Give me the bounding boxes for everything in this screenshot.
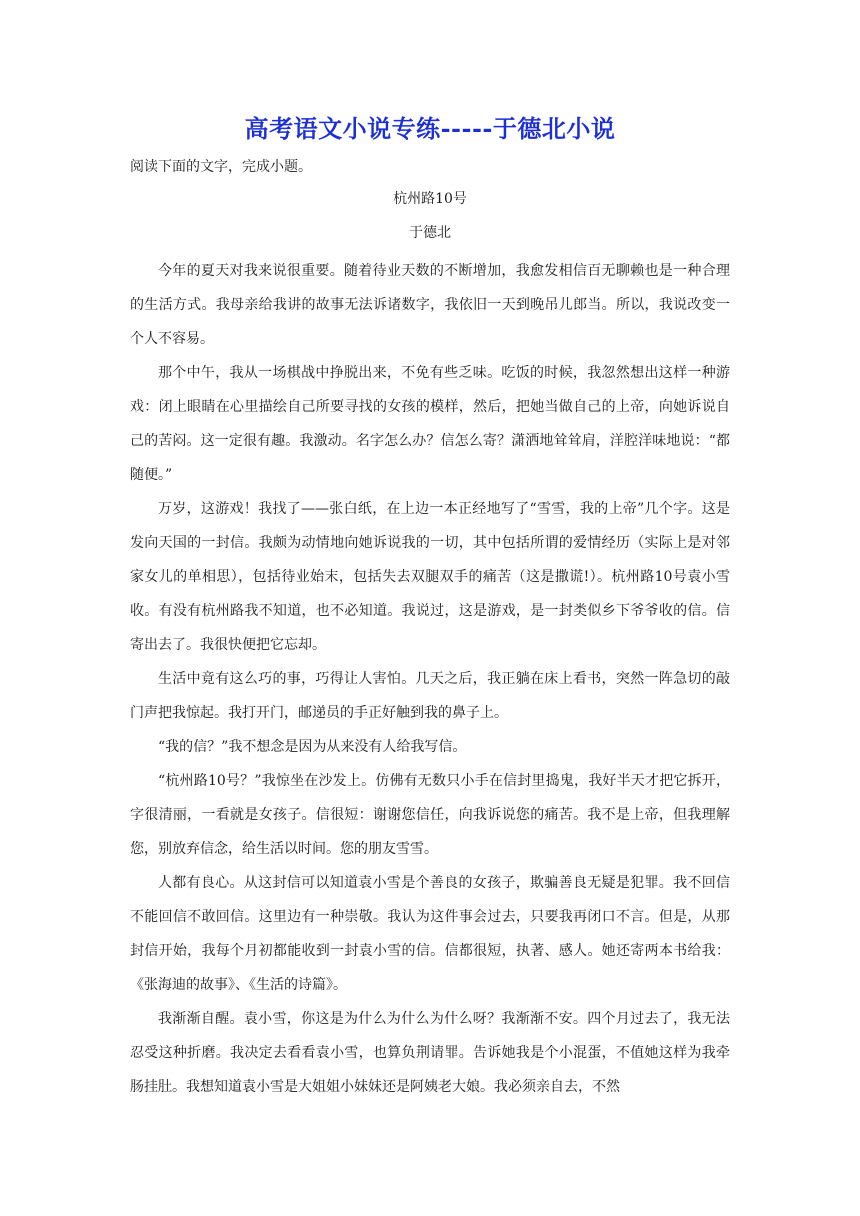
story-title: 杭州路10号 xyxy=(393,191,467,207)
paragraph: 那个中午，我从一场棋战中挣脱出来，不免有些乏味。吃饭的时候，我忽然想出这样一种游戏：闭上眼睛在心里描绘自己所要寻找的女孩的模样，然后，把她当做自己的上帝，向她诉说自己的苦闷。这一定很有趣。我激动。名字怎么办？信怎么寄？潇洒地耸耸肩，洋腔洋味地说：“都随便。” xyxy=(130,365,730,483)
story-body xyxy=(130,254,730,1104)
paragraph: “我的信？”我不想念是因为从来没有人给我写信。 xyxy=(158,739,467,755)
document-title: 高考语文小说专练-----于德北小说 xyxy=(244,114,616,143)
paragraph: “杭州路10号？”我惊坐在沙发上。仿佛有无数只小手在信封里捣鬼，我好半天才把它拆开，字很清丽，一看就是女孩子。信很短：谢谢您信任，向我诉说您的痛苦。我不是上帝，但我理解您，别放弃信念，给生活以时间。您的朋友雪雪。 xyxy=(130,773,730,857)
paragraph: 万岁，这游戏！我找了——张白纸，在上边一本正经地写了“雪雪，我的上帝”几个字。这是发向天国的一封信。我颇为动情地向她诉说我的一切，其中包括所谓的爱情经历（实际上是对邻家女儿的单相思），包括待业始末，包括失去双腿双手的痛苦（这是撒谎!）。杭州路10号袁小雪收。有没有杭州路我不知道，也不必知道。我说过，这是游戏，是一封类似乡下爷爷收的信。信寄出去了。我很快便把它忘却。 xyxy=(130,501,730,653)
paragraph: 生活中竟有这么巧的事，巧得让人害怕。几天之后，我正躺在床上看书，突然一阵急切的敲门声把我惊起。我打开门，邮递员的手正好触到我的鼻子上。 xyxy=(130,671,730,721)
paragraph: 我渐渐自醒。袁小雪，你这是为什么为什么为什么呀？我渐渐不安。四个月过去了，我无法忍受这种折磨。我决定去看看袁小雪，也算负荆请罪。告诉她我是个小混蛋，不值她这样为我牵肠挂肚。我想知道袁小雪是大姐姐小妹妹还是阿姨老大娘。我必须亲自去，不然 xyxy=(130,1011,730,1095)
paragraph: 人都有良心。从这封信可以知道袁小雪是个善良的女孩子，欺骗善良无疑是犯罪。我不回信不能回信不敢回信。这里边有一种崇敬。我认为这件事会过去，只要我再闭口不言。但是，从那封信开始，我每个月初都能收到一封袁小雪的信。信都很短，执著、感人。她还寄两本书给我：《张海迪的故事》、《生活的诗篇》。 xyxy=(130,875,730,993)
story-author: 于德北 xyxy=(409,225,451,241)
instruction-text: 阅读下面的文字，完成小题。 xyxy=(130,159,312,175)
paragraph: 今年的夏天对我来说很重要。随着待业天数的不断增加，我愈发相信百无聊赖也是一种合理的生活方式。我母亲给我讲的故事无法诉诸数字，我依旧一天到晚吊儿郎当。所以，我说改变一个人不容易。 xyxy=(130,263,730,347)
